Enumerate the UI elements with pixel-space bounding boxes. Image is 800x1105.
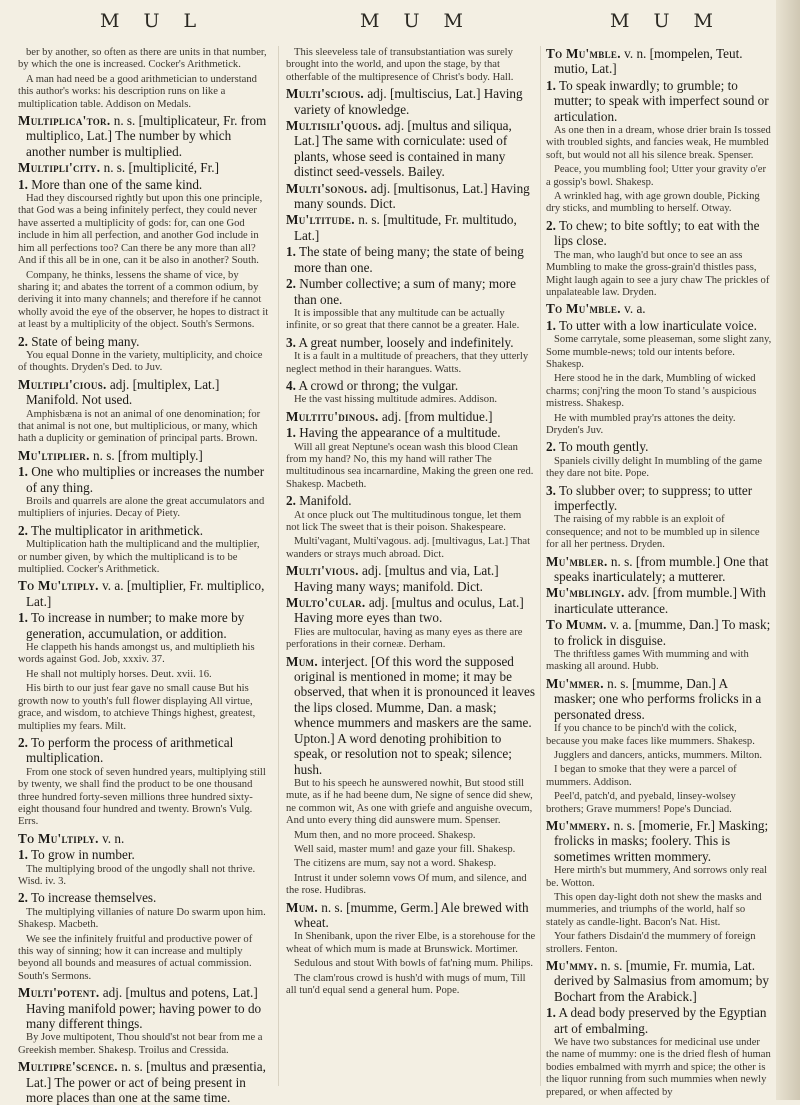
citation-quote: You equal Donne in the variety, multiplicity, and choice of thoughts. Dryden's Ded. to Juv.	[18, 349, 263, 374]
headword-entry: Multitu'dinous. adj. [from multidue.]	[286, 408, 493, 424]
headword: To Mumm.	[546, 617, 607, 633]
citation-quote: He with mumbled pray'rs attones the deity. Dryden's Juv.	[546, 412, 736, 436]
citation-quote: The thriftless games With mumming and with masking all around. Hubb.	[546, 649, 749, 673]
headword-entry: Multipli'cious. adj. [multiplex, Lat.] Manifold. Not used.	[18, 376, 220, 408]
sense-definition: 1. To utter with a low inarticulate voice.	[546, 317, 757, 333]
headword: Multitu'dinous.	[286, 408, 379, 424]
column-divider-2	[540, 46, 541, 1086]
citation-quote: He the vast hissing multitude admires. Addison.	[294, 394, 498, 406]
sense-definition: 1. More than one of the same kind.	[18, 176, 203, 192]
sense-number: 3.	[546, 482, 556, 498]
sense-number: 1.	[286, 425, 296, 441]
citation-quote: A wrinkled hag, with age grown double, Picking dry sticks, and mumbling to herself. Otway.	[546, 191, 760, 215]
citation-quote: ber by another, so often as there are units in that number, by which the one is increased. Cocker's Arithmetick.	[18, 47, 267, 71]
citation-quote: Your fathers Disdain'd the mummery of foreign strollers. Fenton.	[546, 931, 756, 955]
sense-number: 1.	[546, 77, 556, 93]
headword-entry: Mu'mmer. n. s. [mumme, Dan.] A masker; one who performs frolicks in a personated dress.	[546, 675, 762, 722]
headword-entry: Multo'cular. adj. [multus and oculus, Lat.] Having more eyes than two.	[286, 595, 524, 626]
sense-definition: 2. Manifold.	[286, 493, 352, 509]
citation-quote: The raising of my rabble is an exploit of consequence; and not to be mumbled up in silence for all her pertness. Dryden.	[546, 514, 760, 551]
citation-quote: We see the infinitely fruitful and productive power of this way of sinning; how it can increase and multiply beyond all bounds and measures of actual commission. South's Sermons.	[18, 933, 253, 982]
sense-number: 2.	[18, 522, 28, 538]
headword-entry: Mu'mmery. n. s. [momerie, Fr.] Masking; frolicks in masks; foolery. This is sometimes written mommery.	[546, 817, 769, 864]
citation-quote: The citizens are mum, say not a word. Shakesp.	[294, 858, 497, 870]
headword: Mum.	[286, 653, 318, 669]
citation-quote: Peel'd, patch'd, and pyebald, linsey-wolsey brothers; Grave mummers! Pope's Dunciad.	[546, 791, 736, 815]
headword: Multipre'scence.	[18, 1059, 118, 1075]
sense-number: 4.	[286, 377, 296, 393]
sense-definition: 2. To increase themselves.	[18, 890, 157, 906]
sense-number: 1.	[546, 317, 556, 333]
sense-number: 2.	[18, 333, 28, 349]
headword-entry: Mum. n. s. [mumme, Germ.] Ale brewed with wheat.	[286, 899, 529, 930]
headword: To Mu'ltiply.	[18, 830, 99, 846]
sense-number: 3.	[286, 334, 296, 350]
headword-entry: Mu'mmy. n. s. [mumie, Fr. mumia, Lat. derived by Salmasius from amomum; by Bochart from the Arabick.]	[546, 958, 769, 1004]
headword: Mu'ltiplier.	[18, 447, 90, 463]
headword: Multipli'city.	[18, 160, 101, 176]
headword: Multi'sonous.	[286, 180, 368, 196]
citation-quote: It is a fault in a multitude of preachers, that they utterly neglect method in their harangues. Watts.	[286, 351, 529, 375]
running-header	[0, 10, 800, 40]
headword: Mu'ltitude.	[286, 212, 355, 228]
headword-entry: Mu'mbler. n. s. [from mumble.] One that speaks inarticulately; a mutterer.	[546, 553, 769, 585]
column-3	[546, 46, 772, 1098]
headword-entry: Multi'sonous. adj. [multisonus, Lat.] Having many sounds. Dict.	[286, 180, 530, 212]
headword: Multiplica'tor.	[18, 113, 111, 129]
sense-definition: 2. State of being many.	[18, 333, 140, 349]
header-left: M U L	[100, 10, 206, 32]
sense-definition: 1. Having the appearance of a multitude.	[286, 425, 501, 441]
citation-quote: Broils and quarrels are alone the great accumulators and multipliers of injuries. Decay of Piety.	[18, 496, 265, 520]
header-right: M U M	[610, 10, 723, 32]
column-1	[18, 46, 270, 1105]
sense-definition: 2. To chew; to bite softly; to eat with the lips close.	[546, 217, 760, 249]
column-2	[286, 46, 536, 1086]
header-center: M U M	[360, 10, 473, 32]
headword-entry: Multi'scious. adj. [multiscius, Lat.] Having variety of knowledge.	[286, 86, 523, 117]
citation-quote: This open day-light doth not shew the masks and mummeries, and triumphs of the world, half so stately as candle-light. Bacon's Nat. Hist.	[546, 891, 762, 928]
sense-definition: 3. A great number, loosely and indefinitely.	[286, 334, 514, 350]
headword-entry: Multiplica'tor. n. s. [multiplicateur, Fr. from multiplico, Lat.] The number by which another number is multiplied.	[18, 113, 267, 159]
citation-quote: Had they discoursed rightly but upon this one principle, that God was a being infinitely perfect, they could never have asserted a multiplicity of gods: for, can one God include in him all perfection, and another God include in him all perfections too? Can there be any more than all? And if this all be in one, can it be also in another? South.	[18, 193, 263, 267]
sense-number: 1.	[18, 847, 28, 863]
headword: To Mu'mble.	[546, 46, 621, 61]
sense-definition: 1. To grow in number.	[18, 847, 135, 863]
citation-quote: I began to smoke that they were a parcel of mummers. Addison.	[546, 764, 737, 788]
sense-definition: 1. One who multiplies or increases the number of any thing.	[18, 464, 265, 495]
headword-entry: Mu'mblingly. adv. [from mumble.] With inarticulate utterance.	[546, 585, 766, 616]
citation-quote: The multiplying brood of the ungodly shall not thrive. Wisd. iv. 3.	[18, 863, 256, 887]
headword-entry: To Mu'ltiply. v. a. [multiplier, Fr. multiplico, Lat.]	[18, 578, 265, 609]
headword-entry: Multi'potent. adj. [multus and potens, Lat.] Having manifold power; having power to do many different things.	[18, 985, 262, 1032]
sense-number: 1.	[546, 1005, 556, 1021]
citation-quote: His birth to our just fear gave no small cause But his growth now to youth's full flower displaying All virtue, grace, and wisdom, to atchieve Things highest, greatest, multiplies my fears. Milt.	[18, 683, 256, 732]
column-divider-1	[278, 46, 279, 1086]
citation-quote: As one then in a dream, whose drier brain Is tossed with troubled sights, and fancies weak, He mumbled soft, but would not all his silence break. Spenser.	[546, 125, 771, 161]
page-binding-edge	[776, 0, 800, 1100]
citation-quote: He clappeth his hands amongst us, and multiplieth his words against God. Job, xxxiv. 37.	[18, 642, 255, 666]
headword-entry: Mum. interject. [Of this word the supposed original is mentioned in mome; it may be observed, that when it is pronounced it leaves the lips closed. Mumme, Dan. a mask; whence mummers and maskers are the same. Upton.] A word denoting prohibition to speak, or resolution not to speak; silence; hush.	[286, 653, 535, 777]
sense-number: 2.	[286, 493, 296, 509]
sense-number: 1.	[18, 610, 28, 626]
citation-quote: At once pluck out The multitudinous tongue, let them not lick The sweet that is their poison. Shakespeare.	[286, 509, 522, 533]
citation-quote: Multi'vagant, Multi'vagous. adj. [multivagus, Lat.] That wanders or strays much abroad. Dict.	[286, 536, 531, 560]
headword-entry: Multipli'city. n. s. [multiplicité, Fr.]	[18, 160, 219, 176]
citation-quote: The man, who laugh'd but once to see an ass Mumbling to make the gross-grain'd thistles pass, Might laugh again to see a jury chaw The prickles of unpalateable law. Dryden.	[546, 249, 770, 298]
citation-quote: A man had need be a good arithmetician to understand this author's works: his description runs on like a multiplication table. Addison on Medals.	[18, 73, 257, 110]
citation-quote: Here mirth's but mummery, And sorrows only real be. Wotton.	[546, 865, 768, 889]
citation-quote: Peace, you mumbling fool; Utter your gravity o'er a gossip's bowl. Shakesp.	[546, 164, 766, 188]
sense-number: 2.	[546, 217, 556, 233]
headword: Mum.	[286, 899, 318, 915]
citation-quote: Will all great Neptune's ocean wash this blood Clean from my hand? No, this my hand will rather The multitudinous sea incarnardine, Making the green one red. Shakesp. Macbeth.	[286, 441, 534, 490]
headword: Multo'cular.	[286, 595, 366, 611]
citation-quote: From one stock of seven hundred years, multiplying still by twenty, we shall find the product to be one thousand three hundred forty-seven millions three hundred sixty-eight thousand four hundred and twenty. Brown's Vulg. Errs.	[18, 766, 266, 828]
sense-definition: 1. To speak inwardly; to grumble; to mutter; to speak with imperfect sound or articulation.	[546, 77, 769, 124]
sense-definition: 2. The multiplicator in arithmetick.	[18, 522, 204, 538]
sense-number: 2.	[286, 276, 296, 292]
citation-quote: If you chance to be pinch'd with the colick, because you make faces like mummers. Shakesp.	[546, 723, 755, 747]
citation-quote: The clam'rous crowd is hush'd with mugs of mum, Till all tun'd equal send a general hum. Pope.	[286, 972, 526, 996]
citation-quote: In Shenibank, upon the river Elbe, is a storehouse for the wheat of which mum is made at Brunswick. Mortimer.	[286, 931, 536, 955]
headword-entry: To Mu'ltiply. v. n.	[18, 830, 125, 846]
headword: Multisili'quous.	[286, 118, 382, 134]
sense-definition: 1. To increase in number; to make more by generation, accumulation, or addition.	[18, 610, 245, 641]
headword-entry: To Mu'mble. v. a.	[546, 301, 646, 317]
citation-quote: Mum then, and no more proceed. Shakesp.	[294, 829, 476, 841]
headword: Mu'mmy.	[546, 958, 598, 973]
citation-quote: Sedulous and stout With bowls of fat'ning mum. Philips.	[294, 958, 534, 970]
citation-quote: This sleeveless tale of transubstantiation was surely brought into the world, and upon the stage, by that otherfable of the multipresence of Christ's body. Hall.	[286, 47, 514, 83]
headword-entry: Mu'ltiplier. n. s. [from multiply.]	[18, 447, 203, 463]
sense-number: 1.	[286, 244, 296, 260]
citation-quote: Well said, master mum! and gaze your fill. Shakesp.	[294, 843, 516, 855]
citation-quote: Amphisbæna is not an animal of one denomination; for that animal is not one, but multiplicious, or many, which hath a duplicity or gemination of principal parts. Brown.	[18, 408, 261, 445]
headword-entry: To Mumm. v. a. [mumme, Dan.] To mask; to frolick in disguise.	[546, 617, 771, 648]
citation-quote: The multiplying villanies of nature Do swarm upon him. Shakesp. Macbeth.	[18, 906, 266, 931]
headword: Multi'potent.	[18, 985, 100, 1001]
sense-definition: 2. Number collective; a sum of many; more than one.	[286, 276, 516, 307]
headword: To Mu'mble.	[546, 301, 621, 317]
sense-number: 1.	[18, 464, 28, 480]
citation-quote: Multiplication hath the multiplicand and the multiplier, or number given, by which the multiplicand is to be multiplied. Cocker's Arithmetick.	[18, 539, 260, 576]
sense-definition: 4. A crowd or throng; the vulgar.	[286, 377, 459, 393]
headword: Multi'vious.	[286, 563, 359, 579]
headword: Multipli'cious.	[18, 376, 107, 392]
headword: To Mu'ltiply.	[18, 578, 99, 594]
sense-definition: 1. The state of being many; the state of being more than one.	[286, 244, 524, 275]
headword: Mu'mblingly.	[546, 585, 625, 601]
headword-entry: Mu'ltitude. n. s. [multitude, Fr. multitudo, Lat.]	[286, 212, 517, 243]
sense-number: 1.	[18, 176, 28, 192]
sense-definition: 2. To mouth gently.	[546, 439, 649, 455]
citation-quote: He shall not multiply horses. Deut. xvii. 16.	[26, 668, 212, 680]
sense-definition: 1. A dead body preserved by the Egyptian art of embalming.	[546, 1005, 767, 1036]
headword: Multi'scious.	[286, 86, 365, 102]
headword-entry: Multipre'scence. n. s. [multus and præsentia, Lat.] The power or act of being present in more places than one at the same time.	[18, 1059, 266, 1105]
citation-quote: But to his speech he aunswered nowhit, But stood still mute, as if he had beene dum, Ne signe of sence did shew, ne common wit, As one with griefe and anguishe ovecum, And unto every thing did aunswere mum. Spenser.	[286, 777, 533, 827]
headword: Mu'mbler.	[546, 553, 608, 569]
sense-definition: 2. To perform the process of arithmetical multiplication.	[18, 734, 234, 766]
citation-quote: It is impossible that any multitude can be actually infinite, or so great that there cannot be a greater. Hale.	[286, 307, 520, 332]
headword: Mu'mmery.	[546, 817, 611, 833]
citation-quote: By Jove multipotent, Thou should'st not bear from me a Greekish member. Shakesp. Troilus and Cressida.	[18, 1032, 263, 1056]
headword-entry: Multisili'quous. adj. [multus and siliqua, Lat.] The same with corniculate: used of plants, whose seed is contained in many distinct seed-vessels. Bailey.	[286, 118, 512, 180]
headword-entry: To Mu'mble. v. n. [mompelen, Teut. mutio, Lat.]	[546, 46, 743, 77]
citation-quote: We have two substances for medicinal use under the name of mummy: one is the dried flesh of human bodies embalmed with myrrh and spice; the other is the liquor running from such mummies when newly prepared, or when affected by	[546, 1037, 771, 1098]
citation-quote: Spaniels civilly delight In mumbling of the game they dare not bite. Pope.	[546, 455, 763, 480]
citation-quote: Company, he thinks, lessens the shame of vice, by sharing it; and abates the torrent of a common odium, by deriving it into many channels; and therefore if he cannot wholly avoid the eye of the observer, he hopes to distract it at least by a multiplicity of the object. South's Sermons.	[18, 269, 269, 331]
headword: Mu'mmer.	[546, 675, 604, 691]
citation-quote: Intrust it under solemn vows Of mum, and silence, and the rose. Hudibras.	[286, 872, 527, 897]
sense-definition: 3. To slubber over; to suppress; to utter imperfectly.	[546, 482, 753, 513]
citation-quote: Jugglers and dancers, anticks, mummers. Milton.	[554, 749, 763, 761]
sense-number: 2.	[546, 439, 556, 455]
sense-number: 2.	[18, 734, 28, 750]
citation-quote: Flies are multocular, having as many eyes as there are perforations in their corneæ. Derham.	[286, 626, 523, 651]
sense-number: 2.	[18, 890, 28, 906]
headword-entry: Multi'vious. adj. [multus and via, Lat.] Having many ways; manifold. Dict.	[286, 563, 499, 594]
citation-quote: Some carrytale, some pleaseman, some slight zany, Some mumble-news; told our intents before. Shakesp.	[546, 334, 772, 370]
citation-quote: Here stood he in the dark, Mumbling of wicked charms; conj'ring the moon To stand 's auspicious mistress. Shakesp.	[546, 373, 757, 410]
